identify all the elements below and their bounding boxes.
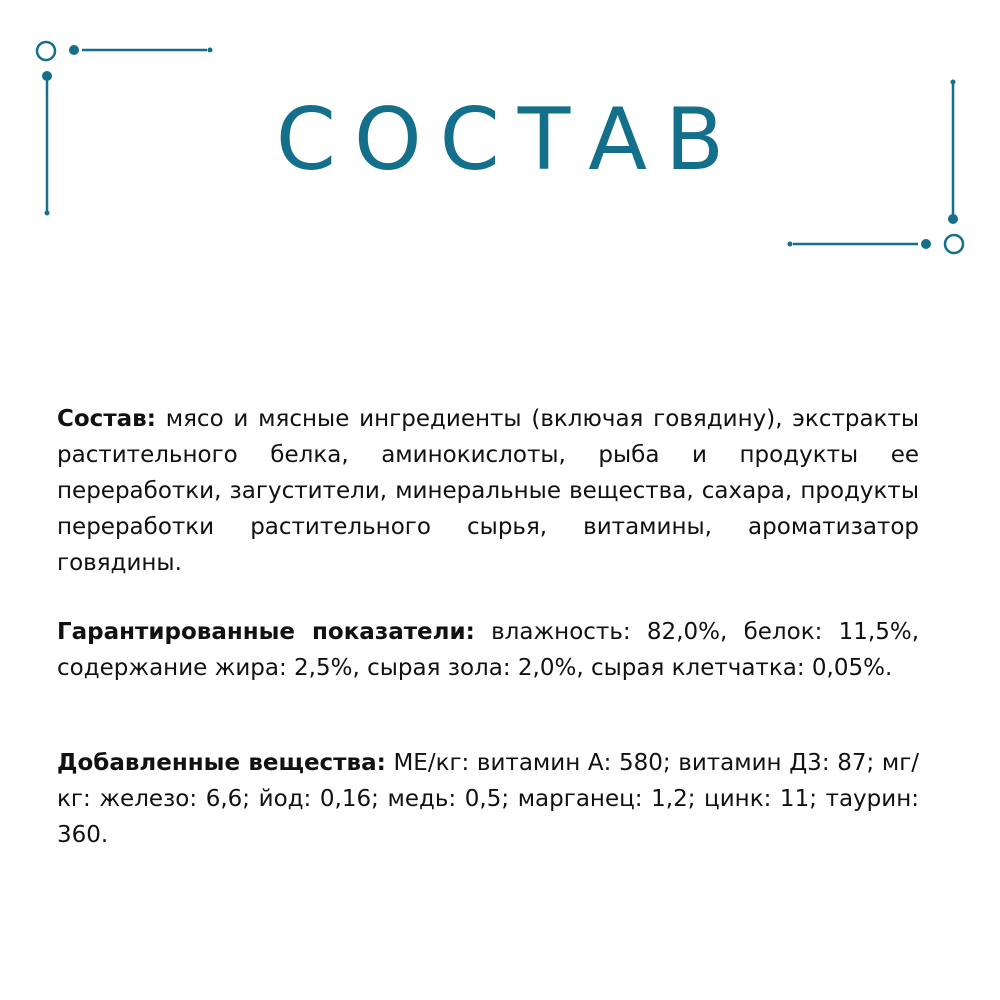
composition-text: мясо и мясные ингредиенты (включая говядину), экстракты растительного белка, аминокислоты, рыба и продукты ее переработки, загустители, минеральные вещества, сахара, продукты переработки растительного сырья, витамины, ароматизатор говядины. [57,406,920,576]
additives-text: МЕ/кг: витамин А: 580; витамин Д3: 87; мг/кг: железо: 6,6; йод: 0,16; медь: 0,5; марганец: 1,2; цинк: 11; таурин: 360. [57,750,920,848]
additives-paragraph [57,745,919,853]
ornament-dot [788,242,793,247]
ornament-ring [37,42,55,60]
ornament-dot [921,239,931,249]
ornament-dot [69,45,79,55]
page-title: СОСТАВ [275,90,743,190]
ornament-dot [208,48,213,53]
guaranteed-values-paragraph [57,614,919,686]
ornament-dot [951,80,956,85]
composition-paragraph [57,401,919,581]
guaranteed-values-text: влажность: 82,0%, белок: 11,5%, содержание жира: 2,5%, сырая зола: 2,0%, сырая клетчатка: 0,05%. [57,619,920,681]
guaranteed-values-label: Гарантированные показатели: [57,619,475,645]
composition-label: Состав: [57,406,156,432]
ornament-ring [945,235,963,253]
additives-label: Добавленные вещества: [57,750,386,776]
ornament-dot [42,71,52,81]
ornament-dot [45,211,50,216]
ornament-dot [948,214,958,224]
